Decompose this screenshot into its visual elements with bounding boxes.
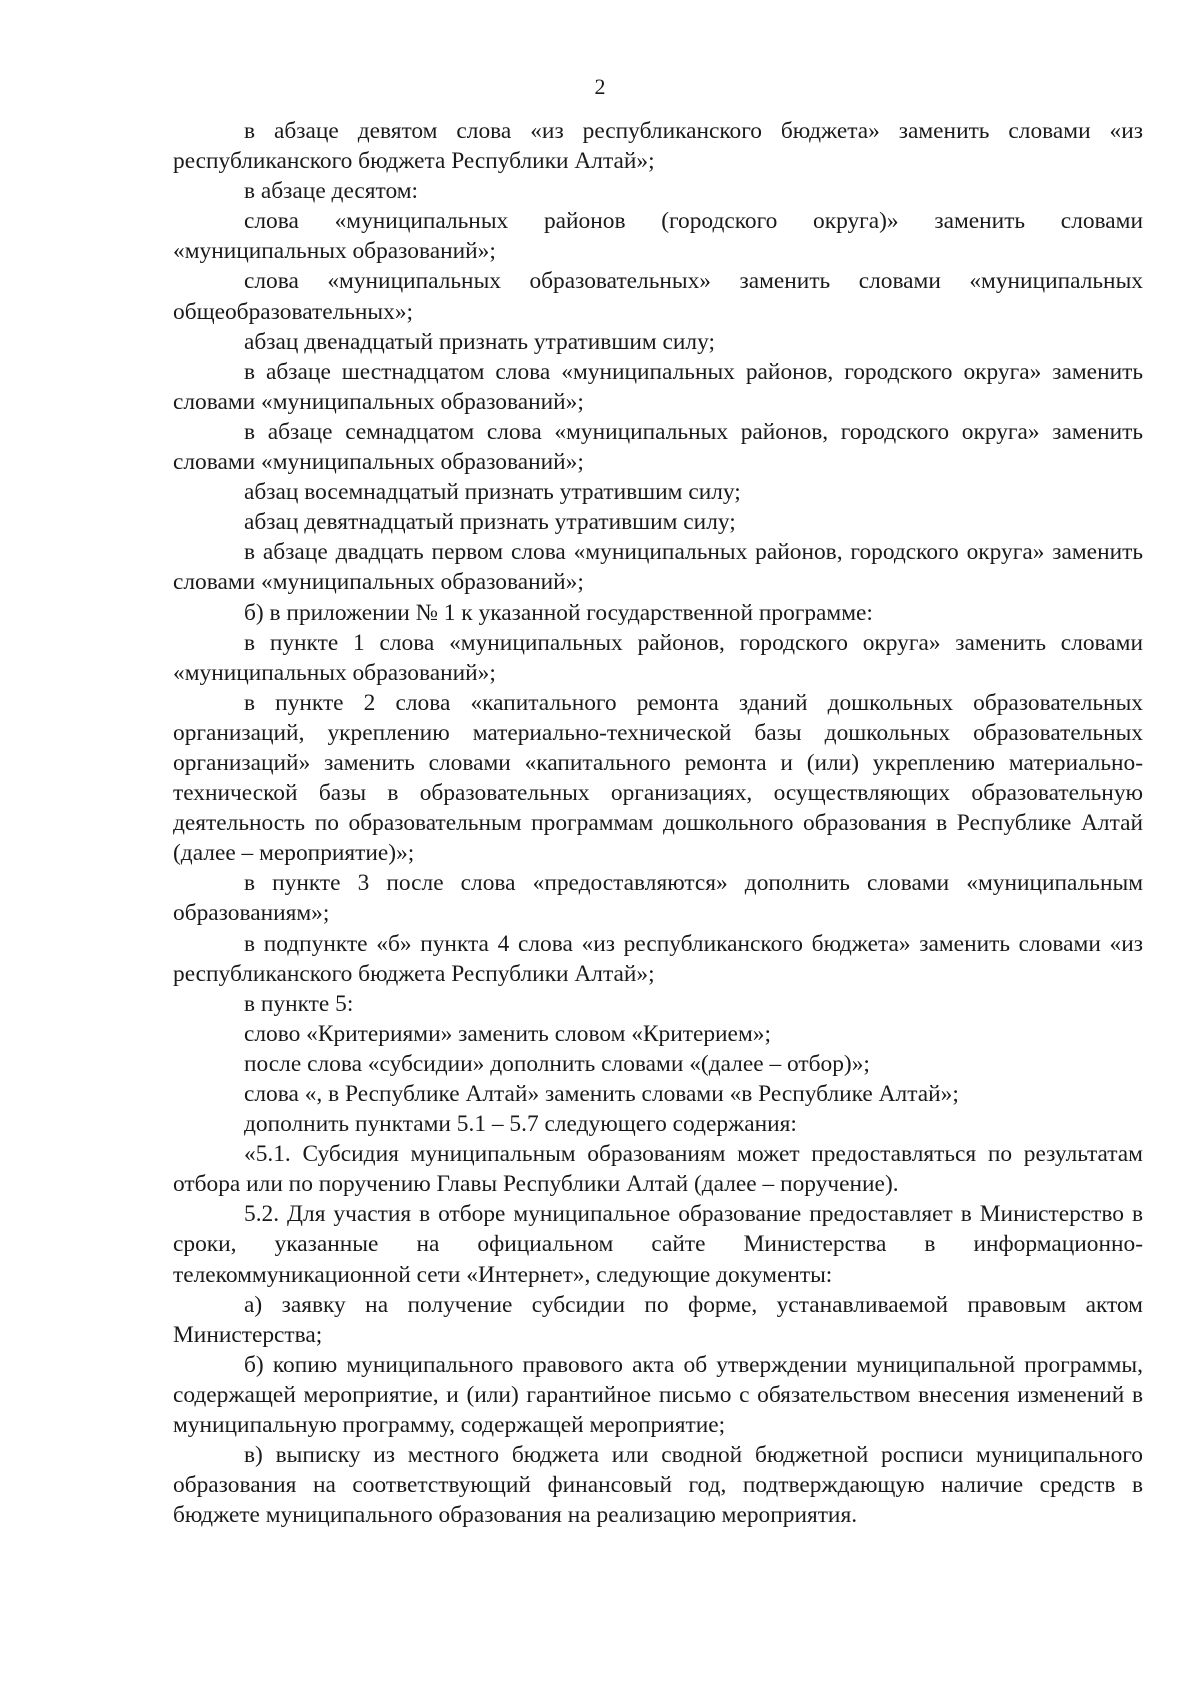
paragraph: в абзаце двадцать первом слова «муниципальных районов, городского округа» заменить словами «муниципальных образований»; — [173, 539, 1143, 596]
paragraph: б) в приложении № 1 к указанной государственной программе: — [244, 599, 873, 626]
paragraph: слова «муниципальных образовательных» заменить словами «муниципальных общеобразовательных»; — [173, 268, 1143, 325]
paragraph: в пункте 5: — [244, 990, 354, 1017]
paragraph: абзац восемнадцатый признать утратившим силу; — [244, 479, 741, 506]
paragraph: в абзаце семнадцатом слова «муниципальных районов, городского округа» заменить словами «муниципальных образований»; — [173, 418, 1143, 476]
paragraph: после слова «субсидии» дополнить словами «(далее – отбор)»; — [244, 1050, 870, 1077]
paragraph: слово «Критериями» заменить словом «Критерием»; — [244, 1020, 771, 1047]
paragraph: абзац двенадцатый признать утратившим силу; — [244, 328, 715, 355]
paragraph: в абзаце девятом слова «из республиканского бюджета» заменить словами «из республиканского бюджета Республики Алтай»; — [173, 118, 1143, 175]
paragraph: абзац девятнадцатый признать утратившим силу; — [244, 509, 736, 536]
paragraph: слова «муниципальных районов (городского округа)» заменить словами «муниципальных образований»; — [173, 208, 1143, 265]
paragraph: а) заявку на получение субсидии по форме, устанавливаемой правовым актом Министерства; — [173, 1291, 1143, 1348]
paragraph: в абзаце десятом: — [244, 178, 419, 205]
document-body — [173, 116, 1143, 1530]
paragraph: в подпункте «б» пункта 4 слова «из республиканского бюджета» заменить словами «из республиканского бюджета Республики Алтай»; — [173, 930, 1143, 987]
paragraph: дополнить пунктами 5.1 – 5.7 следующего содержания: — [244, 1111, 797, 1138]
page-number: 2 — [594, 74, 606, 99]
paragraph: слова «, в Республике Алтай» заменить словами «в Республике Алтай»; — [244, 1081, 959, 1107]
paragraph: в) выписку из местного бюджета или сводной бюджетной росписи муниципального образования на соответствующий финансовый год, подтверждающую наличие средств в бюджете муниципального образования на реализацию мероприятия. — [173, 1442, 1143, 1529]
paragraph: б) копию муниципального правового акта об утверждении муниципальной программы, содержащей мероприятие, и (или) гарантийное письмо с обязательством внесения изменений в муниципальную программу, содержащей мероприятие; — [173, 1351, 1143, 1439]
paragraph: 5.2. Для участия в отборе муниципальное образование предоставляет в Министерство в сроки, указанные на официальном сайте Министерства в информационно- телекоммуникационной сети «Интернет», следующие документы: — [173, 1201, 1143, 1288]
paragraph: в пункте 3 после слова «предоставляются» дополнить словами «муниципальным образованиям»; — [173, 870, 1143, 927]
paragraph: «5.1. Субсидия муниципальным образованиям может предоставляться по результатам отбора или по поручению Главы Республики Алтай (далее – поручение). — [173, 1141, 1143, 1198]
paragraph: в абзаце шестнадцатом слова «муниципальных районов, городского округа» заменить словами «муниципальных образований»; — [173, 358, 1143, 415]
paragraph: в пункте 2 слова «капитального ремонта зданий дошкольных образовательных организаций, укреплению материально-технической базы дошкольных образовательных организаций» заменить словами «капитального ремонта и (или) укреплению материально-технической базы в образовательных организациях, осуществляющих образовательную деятельность по образовательным программам дошкольного образования в Республике Алтай (далее – мероприятие)»; — [173, 689, 1143, 867]
paragraph: в пункте 1 слова «муниципальных районов, городского округа» заменить словами «муниципальных образований»; — [173, 629, 1143, 686]
